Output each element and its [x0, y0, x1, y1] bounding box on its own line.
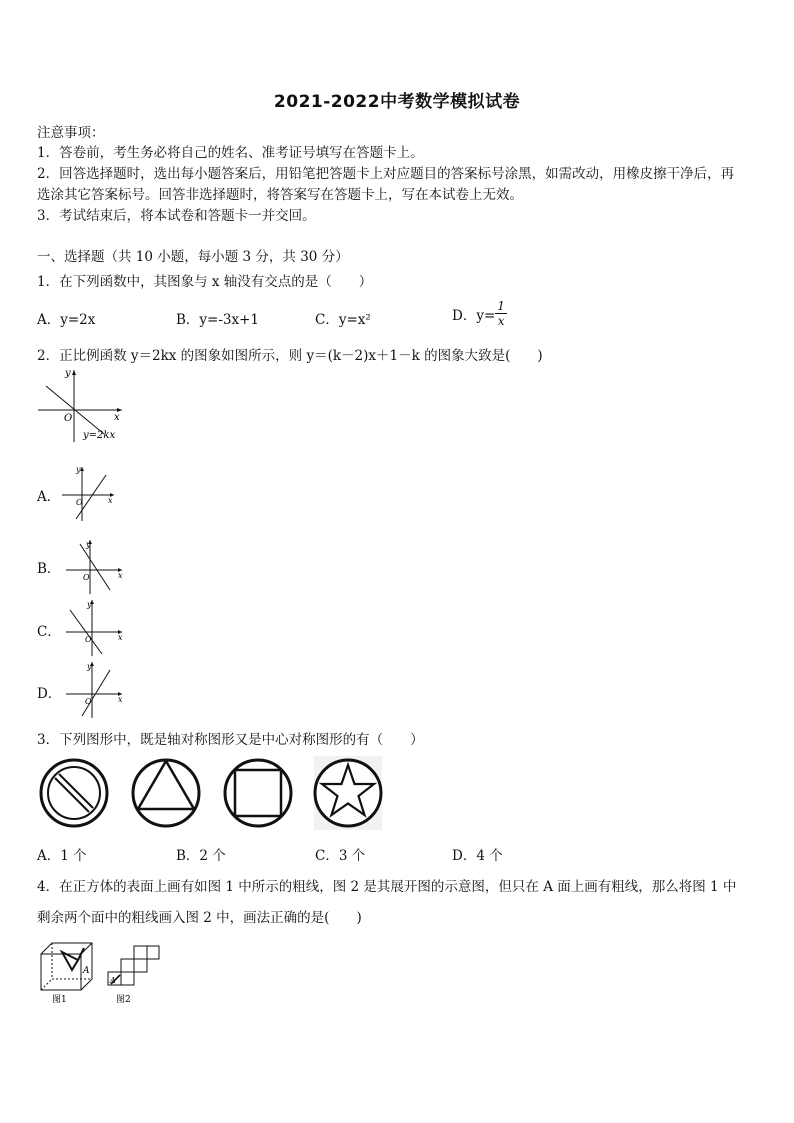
q3-option-d: D．4 个 — [452, 848, 503, 864]
q2-option-c-graph — [66, 598, 126, 656]
q2-option-d-label: D． — [37, 686, 62, 702]
q2-option-a-label: A． — [37, 489, 61, 505]
svg-text:y: y — [87, 600, 92, 609]
q2-main-graph — [36, 366, 126, 442]
svg-text:x: x — [118, 695, 123, 704]
svg-text:y: y — [87, 662, 92, 671]
net-figure-2 — [108, 946, 159, 1005]
q2-option-c-label: C． — [37, 624, 61, 640]
notice-heading: 注意事项： — [37, 125, 105, 141]
q2-option-b-graph — [66, 538, 126, 594]
circle-with-band-figure — [41, 760, 107, 826]
question-4-stem-line2: 剩余两个面中的粗线画入图 2 中，画法正确的是( ) — [37, 910, 362, 926]
svg-text:x: x — [108, 496, 113, 505]
q3-option-c: C．3 个 — [315, 848, 366, 864]
question-1-stem: 1．在下列函数中，其图象与 x 轴没有交点的是（ ） — [37, 274, 373, 290]
figure-1-caption: 图1 — [52, 995, 67, 1005]
question-2-stem: 2．正比例函数 y＝2kx 的图象如图所示，则 y＝(k－2)x＋1－k 的图象大致是( ) — [37, 348, 543, 364]
svg-text:y: y — [76, 465, 81, 474]
q1-option-d — [452, 300, 507, 327]
circle-with-star-figure — [314, 756, 382, 830]
q3-option-b: B．2 个 — [176, 848, 226, 864]
q2-option-d-graph — [66, 660, 126, 718]
q2-option-a-graph — [62, 463, 118, 521]
svg-text:O: O — [83, 573, 90, 582]
q1-option-d-label: D．y= — [452, 307, 496, 324]
origin-label: O — [64, 413, 73, 424]
page-title: 2021-2022中考数学模拟试卷 — [273, 92, 521, 112]
cube-figure-1 — [41, 943, 92, 1005]
q3-option-a: A．1 个 — [37, 848, 87, 864]
notice-item: 3．考试结束后，将本试卷和答题卡一并交回。 — [37, 208, 316, 224]
notice-item: 1．答卷前，考生务必将自己的姓名、准考证号填写在答题卡上。 — [37, 145, 424, 161]
q1-option-a: A．y=2x — [37, 312, 96, 328]
figure-2-caption: 图2 — [116, 995, 131, 1005]
question-4-stem-line1: 4．在正方体的表面上画有如图 1 中所示的粗线，图 2 是其展开图的示意图，但只在 A 面上画有粗线，那么将图 1 中 — [37, 879, 737, 895]
notice-item: 2．回答选择题时，选出每小题答案后，用铅笔把答题卡上对应题目的答案标号涂黑，如需改动，用橡皮擦干净后，再 — [37, 166, 735, 182]
svg-text:O: O — [85, 635, 92, 644]
fraction-denominator: x — [497, 314, 505, 328]
q4-figures — [38, 940, 162, 1006]
question-3-stem: 3．下列图形中，既是轴对称图形又是中心对称图形的有（ ） — [37, 732, 424, 748]
net-face-label-a: A — [110, 976, 116, 985]
circle-with-triangle-figure — [133, 760, 199, 826]
section-heading: 一、选择题（共 10 小题，每小题 3 分，共 30 分） — [37, 249, 349, 265]
circle-with-square-figure — [225, 760, 291, 826]
axis-label-x: x — [114, 412, 120, 423]
q1-option-b: B．y=-3x+1 — [176, 312, 260, 328]
svg-text:O: O — [76, 498, 83, 507]
face-label-a: A — [83, 966, 90, 976]
q1-option-d-fraction — [495, 300, 507, 327]
q1-option-c: C．y=x² — [315, 312, 371, 328]
q2-option-b-label: B． — [37, 561, 61, 577]
axis-label-y: y — [65, 368, 71, 379]
svg-text:x: x — [118, 633, 123, 642]
svg-text:O: O — [85, 697, 92, 706]
svg-text:y: y — [86, 540, 91, 549]
notice-item: 选涂其它答案标号。回答非选择题时，将答案写在答题卡上，写在本试卷上无效。 — [37, 187, 523, 203]
fraction-numerator: 1 — [497, 299, 505, 313]
q3-figures — [36, 755, 384, 831]
svg-text:x: x — [118, 571, 123, 580]
line-label: y=2kx — [83, 430, 116, 441]
